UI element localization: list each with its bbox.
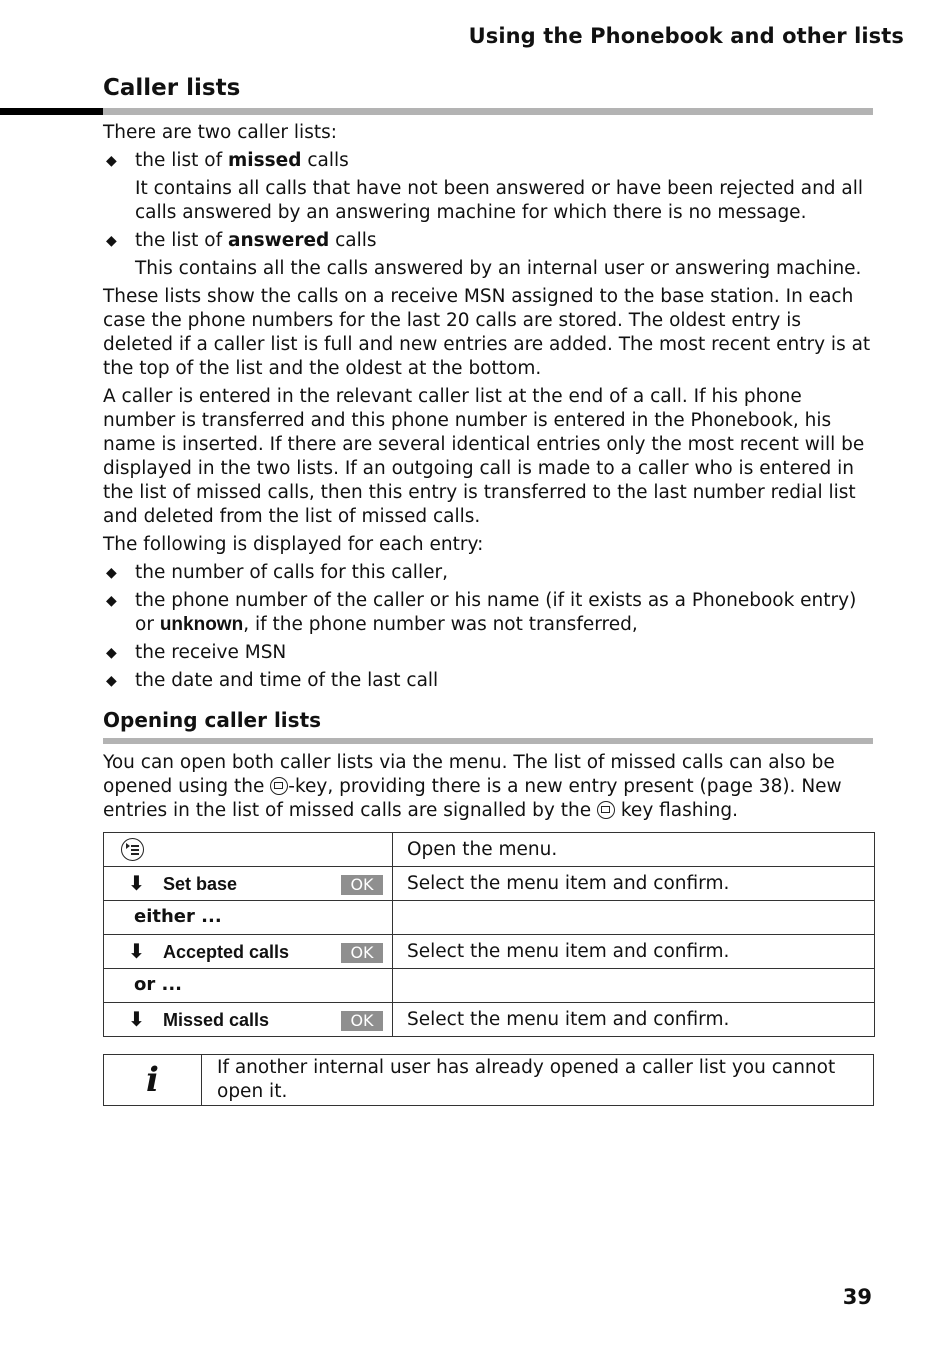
bullet-icon: ◆ — [106, 673, 117, 689]
list-item: ◆ the receive MSN — [106, 642, 287, 663]
menu-item-label: Set base — [163, 874, 238, 894]
heading-rule-black — [0, 108, 103, 115]
running-header: Using the Phonebook and other lists — [468, 24, 904, 48]
branch-label: or ... — [134, 974, 183, 995]
list-item: ◆ the list of answered calls — [106, 230, 377, 251]
table-row — [104, 901, 875, 935]
steps-table — [103, 832, 875, 1037]
heading-rule-grey — [103, 108, 873, 115]
table-row: ⬇ Accepted calls OK Select the menu item and confirm. — [104, 935, 875, 969]
down-arrow-icon: ⬇ — [128, 939, 145, 963]
ok-softkey: OK — [341, 875, 383, 895]
subsection-heading: Opening caller lists — [103, 708, 322, 732]
page-number: 39 — [842, 1285, 872, 1309]
ok-softkey: OK — [341, 1011, 383, 1031]
note-text: If another internal user has already opened a caller list you cannot open it. — [202, 1055, 874, 1106]
opening-body — [103, 751, 873, 827]
info-note — [103, 1054, 874, 1106]
table-row — [104, 969, 875, 1003]
list-item: ◆ the date and time of the last call — [106, 670, 439, 691]
table-row: ⬇ Missed calls OK Select the menu item and confirm. — [104, 1003, 875, 1037]
message-key-icon — [270, 777, 288, 795]
bullet-icon: ◆ — [106, 645, 117, 661]
paragraph: These lists show the calls on a receive MSN assigned to the base station. In each case the phone numbers for the last 20 calls are stored. The oldest entry is deleted if a caller list is full and new entries are added. The most recent entry is at the top of the list and the oldest at the bottom. — [103, 286, 871, 379]
paragraph: A caller is entered in the relevant caller list at the end of a call. If his phone number is transferred and this phone number is entered in the Phonebook, his name is inserted. If there are several identical entries only the most recent will be displayed in the two lists. If an outgoing call is made to a caller who is entered in the list of missed calls, then this entry is transferred to the last number redial list and deleted from the list of missed calls. — [103, 386, 865, 527]
subheading-rule — [103, 738, 873, 744]
list-item: ◆ the phone number of the caller or his name (if it exists as a Phonebook entry) or unknown, if the phone number was not transferred, — [106, 590, 857, 635]
list-description: This contains all the calls answered by an internal user or answering machine. — [135, 258, 862, 279]
branch-label: either ... — [134, 906, 222, 927]
list-description: It contains all calls that have not been answered or have been rejected and all calls answered by an answering machine for which there is no message. — [135, 178, 864, 223]
caller-lists-body — [103, 121, 873, 697]
menu-key-icon — [121, 838, 144, 861]
intro-text: There are two caller lists: — [103, 122, 337, 143]
list-item: ◆ the number of calls for this caller, — [106, 562, 448, 583]
table-row: Open the menu. — [104, 833, 875, 867]
menu-item-label: Missed calls — [163, 1010, 270, 1030]
bullet-icon: ◆ — [106, 565, 117, 581]
down-arrow-icon: ⬇ — [128, 1007, 145, 1031]
menu-item-label: Accepted calls — [163, 942, 290, 962]
section-heading: Caller lists — [103, 75, 241, 101]
down-arrow-icon: ⬇ — [128, 871, 145, 895]
table-row: ⬇ Set base OK Select the menu item and confirm. — [104, 867, 875, 901]
ok-softkey: OK — [341, 943, 383, 963]
bullet-icon: ◆ — [106, 593, 117, 609]
message-key-icon — [597, 801, 615, 819]
paragraph: The following is displayed for each entry: — [103, 534, 484, 555]
bullet-icon: ◆ — [106, 233, 117, 249]
bullet-icon: ◆ — [106, 153, 117, 169]
info-icon: i — [104, 1055, 202, 1106]
paragraph: You can open both caller lists via the menu. The list of missed calls can also be opened using the -key, providing there is a new entry present (page 38). New entries in the list of missed calls are signalled by the key flashing. — [103, 752, 842, 821]
list-item: ◆ the list of missed calls — [106, 150, 349, 171]
